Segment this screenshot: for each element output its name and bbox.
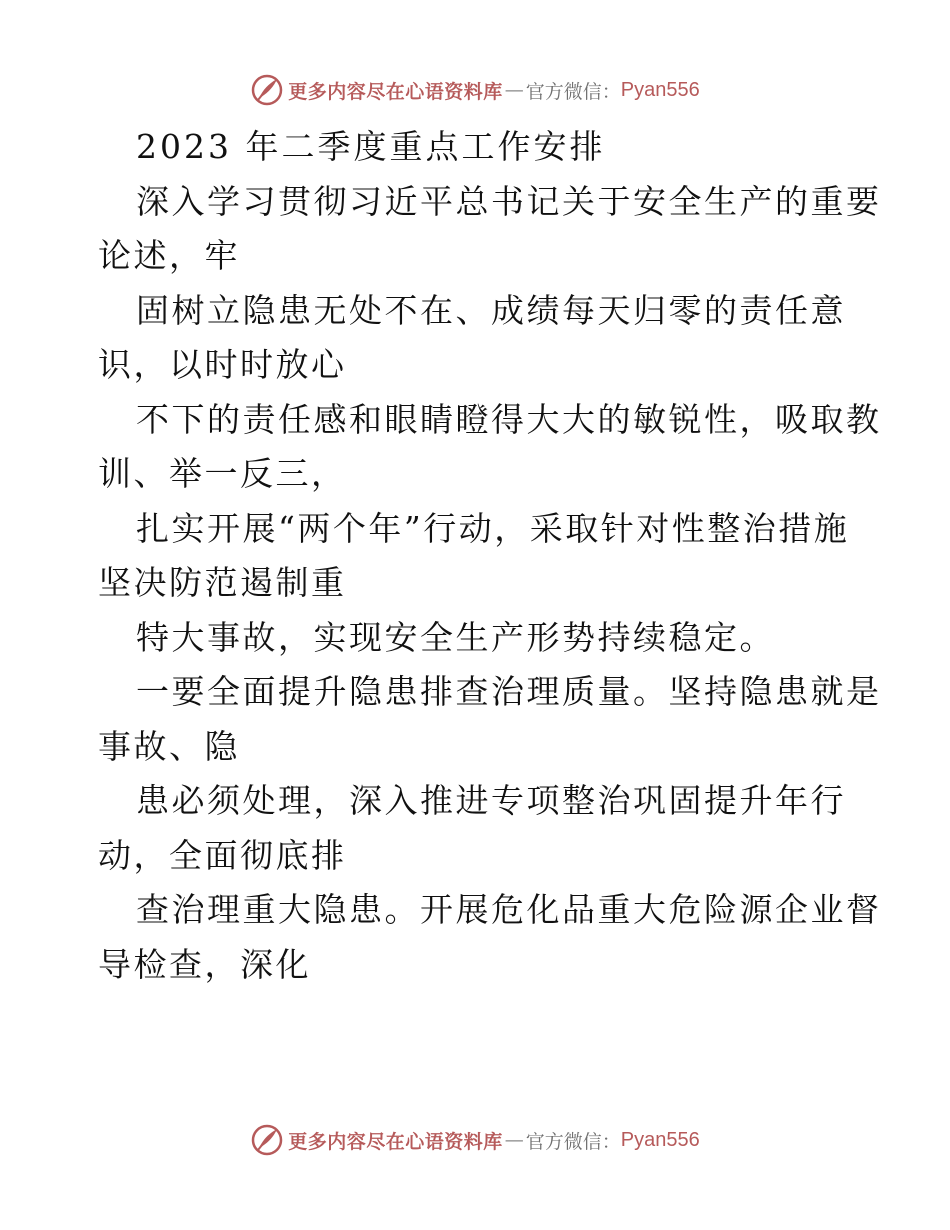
document-line: 坚决防范遏制重 (98, 563, 347, 602)
document-lines (98, 175, 882, 993)
document-line: 事故、隐 (98, 726, 240, 766)
document-line: 不下的责任感和眼睛瞪得大大的敏锐性，吸取教 (136, 399, 882, 439)
header-watermark (0, 70, 950, 110)
watermark-wechat-label: 官方微信： (525, 1130, 621, 1153)
document-line: 识，以时时放心 (98, 345, 347, 384)
quill-logo-icon (250, 73, 284, 107)
document-title: 2023 年二季度重点工作安排 (136, 127, 606, 166)
watermark-wechat-label: 官方微信： (525, 80, 621, 103)
quill-logo-icon (250, 1123, 284, 1157)
document-line: 特大事故，实现安全生产形势持续稳定。 (136, 617, 775, 657)
document-body (98, 120, 882, 992)
watermark-separator: — (504, 1129, 524, 1151)
document-line: 固树立隐患无处不在、成绩每天归零的责任意 (136, 290, 846, 330)
watermark-wechat-id: Pyan556 (620, 78, 700, 101)
document-line: 论述，牢 (98, 236, 240, 275)
document-line: 患必须处理，深入推进专项整治巩固提升年行 (136, 781, 846, 820)
document-line: 训、举一反三， (98, 454, 347, 493)
document-line: 一要全面提升隐患排查治理质量。坚持隐患就是 (136, 672, 882, 711)
document-line: 导检查，深化 (98, 944, 311, 984)
watermark-separator: — (504, 79, 524, 101)
watermark-wechat-id: Pyan556 (620, 1128, 700, 1151)
document-line: 查治理重大隐患。开展危化品重大危险源企业督 (136, 890, 882, 929)
watermark-text: 更多内容尽在心语资料库 (288, 1130, 503, 1153)
document-line: 动，全面彻底排 (98, 835, 347, 875)
document-line: 扎实开展“两个年”行动，采取针对性整治措施 (136, 508, 850, 548)
watermark-text: 更多内容尽在心语资料库 (288, 80, 503, 103)
document-line: 深入学习贯彻习近平总书记关于安全生产的重要 (136, 181, 882, 221)
footer-watermark (0, 1120, 950, 1160)
